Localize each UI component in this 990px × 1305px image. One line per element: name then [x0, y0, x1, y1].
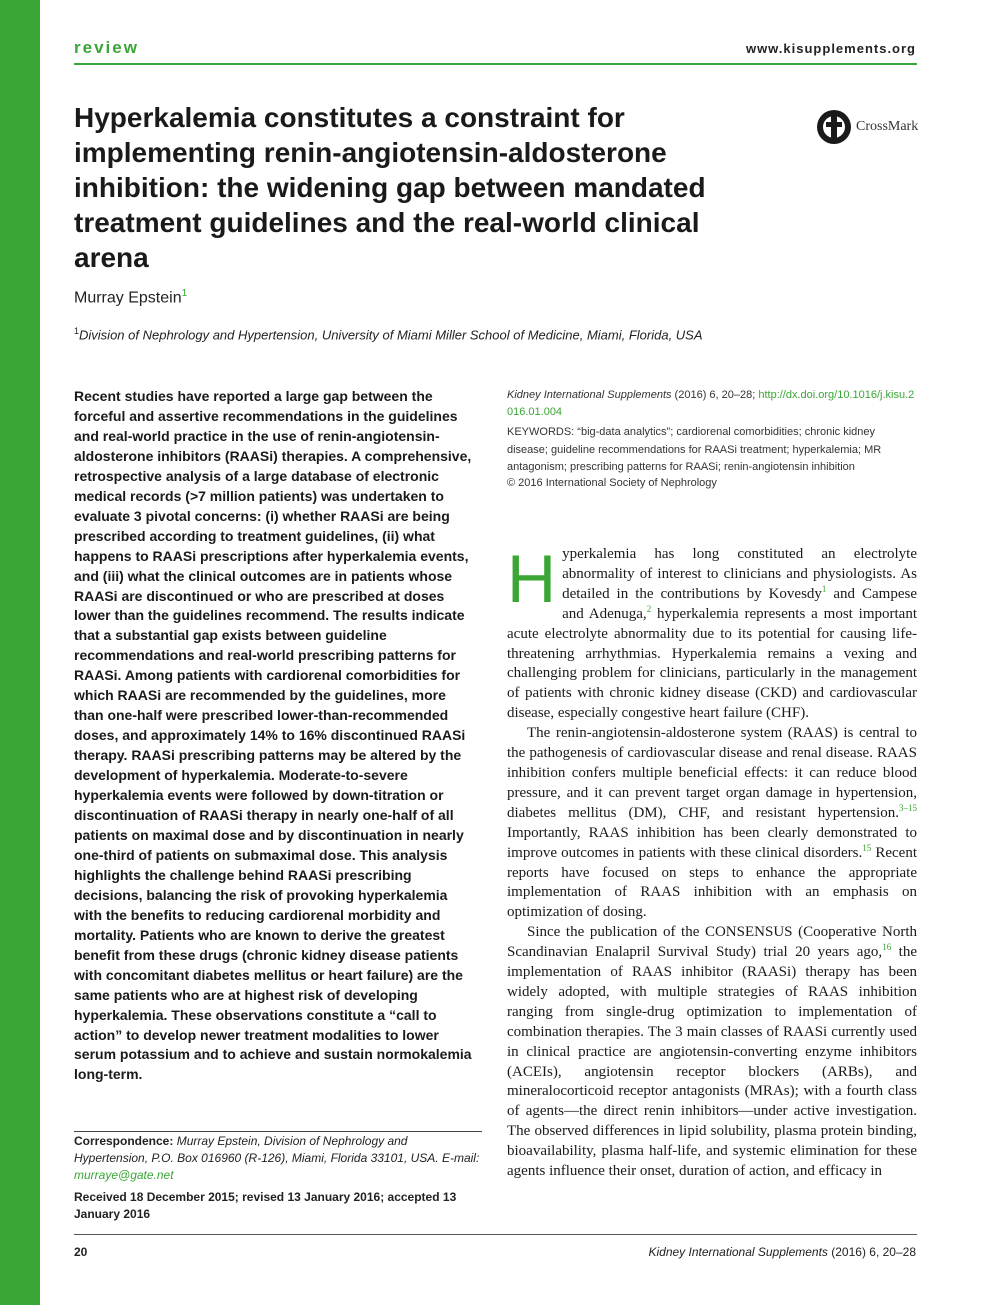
author-line [74, 288, 187, 307]
reference-link[interactable]: 2 [646, 603, 652, 614]
copyright: © 2016 International Society of Nephrology [507, 477, 717, 489]
body-text-span: Since the publication of the CONSENSUS (Cooperative North Scandinavian Enalapril Survival Study) trial 20 years ago, [507, 924, 917, 961]
page-number: 20 [74, 1245, 88, 1259]
correspondence-text: Murray Epstein, Division of Nephrology and Hypertension, P.O. Box 016960 (R-126), Miami, Florida 33101, USA. E-mail: [74, 1134, 480, 1165]
received-dates: Received 18 December 2015; revised 13 January 2016; accepted 13 January 2016 [74, 1190, 457, 1221]
body-paragraph [507, 724, 917, 923]
article-title: Hyperkalemia constitutes a constraint for implementing renin-angiotensin-aldosterone inhibition: the widening gap between mandated treatment guidelines and the real-world clinical arena [74, 102, 706, 273]
author-affiliation-ref[interactable]: 1 [181, 288, 188, 299]
footer-details: (2016) 6, 20–28 [827, 1245, 916, 1259]
footer-citation [648, 1245, 916, 1259]
body-paragraph [507, 923, 917, 1182]
reference-link[interactable]: 16 [882, 942, 892, 953]
footer-journal-name: Kidney International Supplements [648, 1245, 828, 1259]
drop-cap: H [507, 541, 557, 617]
crossmark-icon [815, 108, 853, 146]
body-text-span: the implementation of RAAS inhibitor (RAASi) therapy has been widely adopted, with multiple strategies of RAAS inhibition ranging from single-drug optimization to implementation of combination therapies. The 3 main classes of RAASi currently used in clinical practice are angiotensin-converting enzyme inhibitors (ACEIs), angiotensin receptor blockers (ARBs), and mineralocorticoid receptor antagonists (MRAs); with a fourth class of agents—the direct renin inhibitors—under active investigation. The observed differences in lipid solubility, plasma protein binding, bioavailability, plasma half-life, and systemic elimination for these agents influence their onset, duration of action, and efficacy in [507, 944, 917, 1180]
abstract: Recent studies have reported a large gap between the forceful and assertive recommendations in the guidelines and real-world practice in the use of renin-angiotensin-aldosterone inhibitors (RAASi) therapies. A comprehensive, retrospective analysis of a large database of electronic medical records (>7 million patients) was undertaken to evaluate 3 pivotal concerns: (i) whether RAASi are being prescribed according to treatment guidelines, (ii) what happens to RAASi prescriptions after hyperkalemia events, and (iii) what the clinical outcomes are in patients whose RAASi are discontinued or who are prescribed at doses lower than the guidelines recommend. The results indicate that a substantial gap exists between guideline recommendations and real-world prescribing patterns for RAASi. Among patients with cardiorenal comorbidities for which RAASi are recommended by the guidelines, more than one-half were prescribed lower-than-recommended doses, and approximately 14% to 16% discontinued RAASi therapy. RAASi prescribing patterns may be altered by the development of hyperkalemia. Moderate-to-severe hyperkalemia events were followed by down-titration or discontinuation of RAASi therapy in nearly one-half of all patients on maximal dose and by discontinuation in nearly one-third of patients on submaximal dose. This analysis highlights the challenge behind RAASi prescribing decisions, balancing the risk of provoking hyperkalemia with the benefits to reducing cardiorenal morbidity and mortality. Patients who are known to derive the greatest benefit from these drugs (chronic kidney disease patients with concomitant diabetes mellitus or heart failure) are the same patients who are at highest risk of developing hyperkalemia. These observations constitute a “call to action” to develop newer treatment modalities to lower serum potassium and to achieve and sustain normokalemia long-term. [74, 388, 472, 1083]
body-text-span: Recent reports have focused on steps to enhance the appropriate implementation of RAAS inhibition with an emphasis on optimization of dosing. [507, 844, 917, 921]
reference-link[interactable]: 15 [862, 842, 872, 853]
affiliation-text: Division of Nephrology and Hypertension, University of Miami Miller School of Medicine, Miami, Florida, USA [79, 327, 703, 343]
email-link[interactable]: murraye@gate.net [74, 1168, 174, 1182]
citation-journal: Kidney International Supplements [507, 389, 672, 401]
header-divider [74, 63, 917, 65]
correspondence-label: Correspondence: [74, 1134, 174, 1148]
body-text-span: hyperkalemia represents a most important acute electrolyte abnormality due to its potential for causing life-threatening arrhythmias. Hyperkalemia remains a vexing and challenging problem for clinicians, particularly in the management of patients with chronic kidney disease (CKD) and cardiovascular disease, especially congestive heart failure (CHF). [507, 605, 917, 722]
correspondence [74, 1133, 484, 1184]
reference-link[interactable]: 1 [821, 583, 827, 594]
body-text-span: and Campese and Adenuga, [562, 585, 917, 622]
footer-divider [74, 1234, 917, 1235]
body-text-span: The renin-angiotensin-aldosterone system (RAAS) is central to the pathogenesis of cardiovascular disease and renal disease. RAAS inhibition confers multiple beneficial effects: it can reduce blood pressure, and it can prevent target organ damage in hypertension, diabetes mellitus (DM), CHF, and resistant hypertension. [507, 725, 917, 821]
author-name: Murray Epstein [74, 289, 182, 307]
side-color-bar [0, 0, 40, 1305]
doi-link[interactable]: http://dx.doi.org/10.1016/j.kisu.2016.01.004 [507, 389, 915, 418]
affiliation-number: 1 [74, 326, 80, 336]
crossmark-badge[interactable] [815, 108, 918, 146]
body-text [507, 541, 917, 1182]
body-text-span: Importantly, RAAS inhibition has been clearly demonstrated to improve outcomes in patients with these clinical disorders. [507, 824, 917, 861]
affiliation-line [74, 326, 703, 342]
body-paragraph [507, 541, 917, 724]
citation-details: (2016) 6, 20–28; [671, 389, 759, 401]
section-label: review [74, 38, 139, 57]
journal-website[interactable]: www.kisupplements.org [745, 41, 916, 56]
keywords: KEYWORDS: “big-data analytics”; cardiorenal comorbidities; chronic kidney disease; guideline recommendations for RAASi treatment; hyperkalemia; MR antagonism; prescribing patterns for RAASi; renin-angiotensin inhibition [507, 426, 882, 473]
citation-line [507, 387, 917, 421]
reference-link[interactable]: 3–15 [899, 802, 917, 813]
correspondence-divider [74, 1131, 482, 1132]
body-text-span: yperkalemia has long constituted an electrolyte abnormality of interest to clinicians and physiologists. As detailed in the contributions by Kovesdy [562, 546, 917, 602]
crossmark-label: CrossMark [856, 119, 919, 134]
